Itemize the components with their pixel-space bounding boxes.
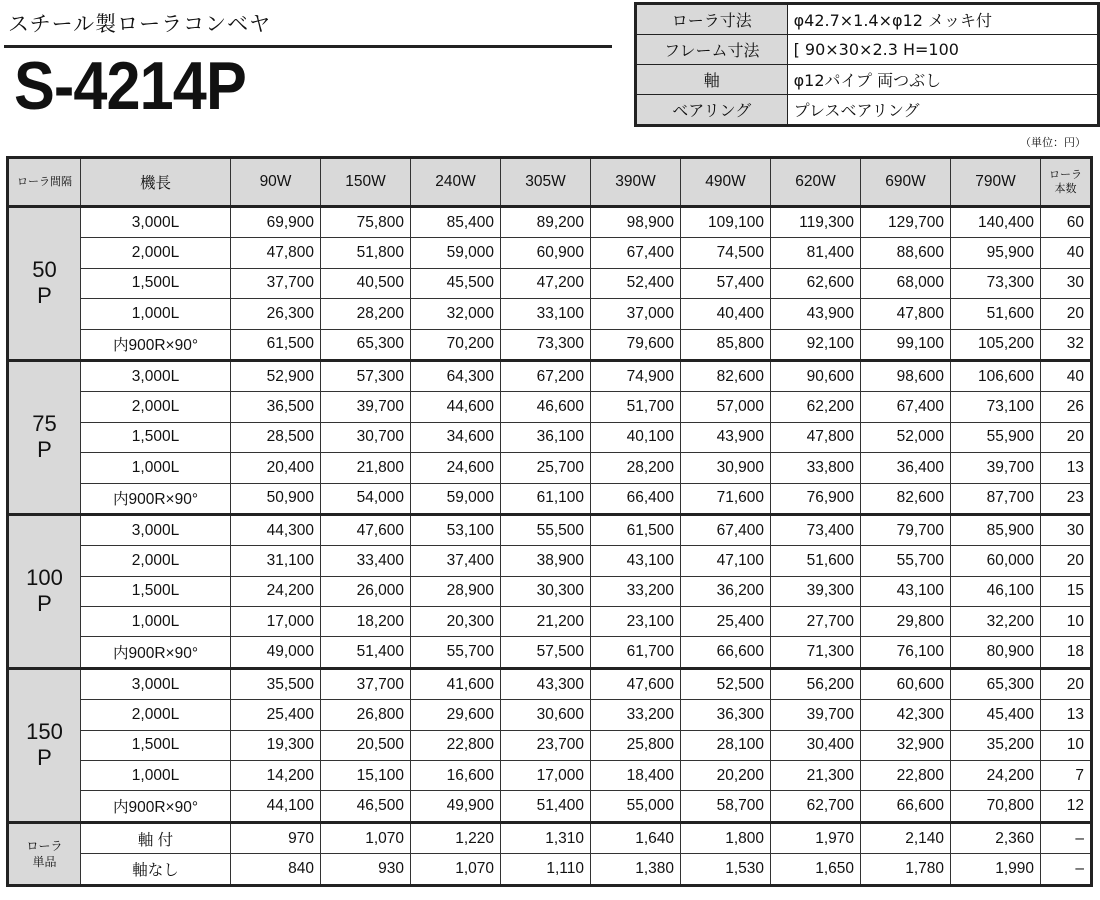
price-cell: 33,400 [321,546,411,576]
price-cell: 90,600 [771,360,861,391]
length-cell: 1,000L [81,299,231,329]
length-cell: 3,000L [81,514,231,545]
price-cell: 55,500 [501,514,591,545]
price-cell: 2,140 [861,822,951,853]
price-cell: 88,600 [861,238,951,268]
price-cell: 30,900 [681,453,771,483]
price-cell: 34,600 [411,422,501,452]
price-cell: 82,600 [861,483,951,514]
price-cell: 51,600 [951,299,1041,329]
price-table [6,156,1093,887]
roller-count-cell: 12 [1041,791,1092,822]
price-cell: 24,200 [231,576,321,606]
roller-count-cell: 40 [1041,360,1092,391]
length-cell: 2,000L [81,546,231,576]
price-cell: 61,500 [231,329,321,360]
table-row [8,576,1092,606]
header-width-620W: 620W [771,158,861,207]
table-row [8,392,1092,422]
price-cell: 32,000 [411,299,501,329]
price-cell: 37,700 [231,268,321,298]
price-cell: 25,700 [501,453,591,483]
unit-note: （単位：円） [1020,136,1086,149]
price-cell: 43,100 [861,576,951,606]
table-row [8,761,1092,791]
length-cell: 1,000L [81,761,231,791]
table-row [8,483,1092,514]
price-cell: 23,100 [591,607,681,637]
table-row [8,546,1092,576]
price-cell: 87,700 [951,483,1041,514]
price-cell: 47,600 [591,668,681,699]
price-cell: 16,600 [411,761,501,791]
price-cell: 28,900 [411,576,501,606]
price-cell: 51,400 [321,637,411,668]
price-cell: 2,360 [951,822,1041,853]
table-row [8,514,1092,545]
price-cell: 69,900 [231,207,321,238]
spec-row [636,65,1099,95]
spec-table [634,2,1100,127]
price-cell: 20,200 [681,761,771,791]
price-cell: 14,200 [231,761,321,791]
price-cell: 36,300 [681,700,771,730]
price-cell: 47,800 [861,299,951,329]
price-cell: 51,700 [591,392,681,422]
header-width-790W: 790W [951,158,1041,207]
price-cell: 47,800 [771,422,861,452]
price-cell: 19,300 [231,730,321,760]
spec-label: ベアリング [636,95,788,126]
pitch-group-label: 150 P [8,668,81,822]
length-cell: 内900R×90° [81,637,231,668]
price-cell: 71,600 [681,483,771,514]
price-cell: 25,800 [591,730,681,760]
price-cell: 70,800 [951,791,1041,822]
price-cell: 75,800 [321,207,411,238]
price-cell: 20,400 [231,453,321,483]
price-cell: 119,300 [771,207,861,238]
price-cell: 35,500 [231,668,321,699]
price-cell: 65,300 [951,668,1041,699]
price-cell: 73,400 [771,514,861,545]
price-cell: 109,100 [681,207,771,238]
price-cell: 43,300 [501,668,591,699]
price-cell: 46,100 [951,576,1041,606]
price-cell: 47,200 [501,268,591,298]
price-cell: 29,800 [861,607,951,637]
length-cell: 1,500L [81,268,231,298]
price-cell: 28,500 [231,422,321,452]
spec-value: プレスベアリング [787,95,1098,126]
price-cell: 67,200 [501,360,591,391]
price-cell: 39,700 [771,700,861,730]
price-cell: 21,300 [771,761,861,791]
spec-value: [ 90×30×2.3 H=100 [787,35,1098,65]
table-row [8,238,1092,268]
roller-count-cell: 26 [1041,392,1092,422]
header-length: 機長 [81,158,231,207]
price-cell: 65,300 [321,329,411,360]
price-cell: 17,000 [501,761,591,791]
length-cell: 2,000L [81,392,231,422]
header-width-390W: 390W [591,158,681,207]
roller-count-cell: – [1041,854,1092,885]
table-row [8,268,1092,298]
price-cell: 36,100 [501,422,591,452]
price-cell: 73,300 [951,268,1041,298]
roller-count-cell: – [1041,822,1092,853]
price-cell: 73,300 [501,329,591,360]
price-cell: 52,400 [591,268,681,298]
price-cell: 60,900 [501,238,591,268]
price-cell: 79,700 [861,514,951,545]
price-cell: 840 [231,854,321,885]
model-number: S-4214P [14,48,246,124]
price-cell: 61,700 [591,637,681,668]
header-width-240W: 240W [411,158,501,207]
price-cell: 51,800 [321,238,411,268]
price-cell: 58,700 [681,791,771,822]
price-cell: 37,700 [321,668,411,699]
price-cell: 1,070 [321,822,411,853]
price-cell: 98,600 [861,360,951,391]
header-width-90W: 90W [231,158,321,207]
header-roller-pitch: ローラ間隔 [8,158,81,207]
price-cell: 18,200 [321,607,411,637]
price-cell: 52,500 [681,668,771,699]
price-cell: 28,200 [591,453,681,483]
price-cell: 36,200 [681,576,771,606]
price-cell: 85,400 [411,207,501,238]
price-cell: 22,800 [411,730,501,760]
price-cell: 1,800 [681,822,771,853]
price-cell: 85,800 [681,329,771,360]
price-cell: 24,200 [951,761,1041,791]
price-cell: 38,900 [501,546,591,576]
price-cell: 45,400 [951,700,1041,730]
roller-count-cell: 30 [1041,514,1092,545]
price-cell: 47,600 [321,514,411,545]
price-cell: 79,600 [591,329,681,360]
price-cell: 28,200 [321,299,411,329]
price-cell: 970 [231,822,321,853]
price-cell: 23,700 [501,730,591,760]
table-row [8,637,1092,668]
price-cell: 67,400 [861,392,951,422]
length-cell: 1,500L [81,730,231,760]
price-cell: 21,200 [501,607,591,637]
price-cell: 33,200 [591,576,681,606]
price-cell: 26,000 [321,576,411,606]
table-row [8,607,1092,637]
roller-count-cell: 23 [1041,483,1092,514]
price-cell: 27,700 [771,607,861,637]
roller-count-cell: 13 [1041,700,1092,730]
price-cell: 99,100 [861,329,951,360]
price-cell: 55,700 [411,637,501,668]
roller-count-cell: 13 [1041,453,1092,483]
price-cell: 15,100 [321,761,411,791]
table-row [8,299,1092,329]
price-cell: 37,400 [411,546,501,576]
price-cell: 32,200 [951,607,1041,637]
roller-count-cell: 60 [1041,207,1092,238]
length-cell: 1,000L [81,453,231,483]
price-cell: 49,900 [411,791,501,822]
price-cell: 51,400 [501,791,591,822]
price-cell: 31,100 [231,546,321,576]
price-cell: 1,780 [861,854,951,885]
price-cell: 1,990 [951,854,1041,885]
roller-count-cell: 30 [1041,268,1092,298]
price-cell: 76,900 [771,483,861,514]
price-cell: 106,600 [951,360,1041,391]
header-roller-count: ローラ本数 [1041,158,1092,207]
price-cell: 43,900 [771,299,861,329]
price-cell: 47,800 [231,238,321,268]
pitch-group-label: 50 P [8,207,81,361]
table-row [8,453,1092,483]
price-cell: 55,700 [861,546,951,576]
length-cell: 軸なし [81,854,231,885]
price-cell: 30,400 [771,730,861,760]
table-row [8,668,1092,699]
table-row [8,207,1092,238]
table-row [8,329,1092,360]
price-cell: 20,500 [321,730,411,760]
price-cell: 26,300 [231,299,321,329]
price-cell: 67,400 [681,514,771,545]
length-cell: 内900R×90° [81,329,231,360]
price-table-header [8,158,1092,207]
price-cell: 64,300 [411,360,501,391]
price-cell: 81,400 [771,238,861,268]
length-cell: 1,500L [81,576,231,606]
price-cell: 1,110 [501,854,591,885]
price-cell: 40,400 [681,299,771,329]
price-cell: 40,100 [591,422,681,452]
length-cell: 2,000L [81,700,231,730]
price-cell: 42,300 [861,700,951,730]
price-cell: 36,400 [861,453,951,483]
roller-count-cell: 20 [1041,422,1092,452]
price-cell: 20,300 [411,607,501,637]
price-cell: 59,000 [411,483,501,514]
price-cell: 60,600 [861,668,951,699]
spec-row [636,35,1099,65]
price-cell: 85,900 [951,514,1041,545]
price-cell: 1,070 [411,854,501,885]
price-cell: 46,500 [321,791,411,822]
roller-count-cell: 10 [1041,730,1092,760]
price-cell: 129,700 [861,207,951,238]
price-cell: 57,300 [321,360,411,391]
price-cell: 74,500 [681,238,771,268]
pitch-group-label: 100 P [8,514,81,668]
header-width-490W: 490W [681,158,771,207]
spec-label: ローラ寸法 [636,4,788,35]
price-cell: 71,300 [771,637,861,668]
price-cell: 49,000 [231,637,321,668]
price-cell: 60,000 [951,546,1041,576]
price-cell: 29,600 [411,700,501,730]
price-cell: 62,700 [771,791,861,822]
price-cell: 24,600 [411,453,501,483]
price-cell: 52,900 [231,360,321,391]
price-cell: 44,100 [231,791,321,822]
price-cell: 76,100 [861,637,951,668]
price-cell: 30,600 [501,700,591,730]
price-cell: 45,500 [411,268,501,298]
price-cell: 70,200 [411,329,501,360]
length-cell: 3,000L [81,360,231,391]
roller-count-cell: 20 [1041,546,1092,576]
price-cell: 66,600 [861,791,951,822]
roller-count-cell: 20 [1041,668,1092,699]
price-cell: 47,100 [681,546,771,576]
price-cell: 68,000 [861,268,951,298]
price-cell: 92,100 [771,329,861,360]
price-cell: 17,000 [231,607,321,637]
price-cell: 61,500 [591,514,681,545]
price-cell: 25,400 [231,700,321,730]
price-cell: 18,400 [591,761,681,791]
price-cell: 36,500 [231,392,321,422]
price-cell: 55,000 [591,791,681,822]
roller-count-cell: 18 [1041,637,1092,668]
price-cell: 1,970 [771,822,861,853]
price-cell: 32,900 [861,730,951,760]
table-row [8,791,1092,822]
length-cell: 3,000L [81,207,231,238]
price-cell: 930 [321,854,411,885]
price-cell: 46,600 [501,392,591,422]
price-cell: 56,200 [771,668,861,699]
price-cell: 140,400 [951,207,1041,238]
spec-row [636,4,1099,35]
roller-count-cell: 32 [1041,329,1092,360]
length-cell: 軸 付 [81,822,231,853]
price-cell: 105,200 [951,329,1041,360]
table-row [8,360,1092,391]
price-cell: 44,600 [411,392,501,422]
price-cell: 26,800 [321,700,411,730]
table-row [8,422,1092,452]
spec-label: 軸 [636,65,788,95]
price-cell: 82,600 [681,360,771,391]
price-cell: 43,900 [681,422,771,452]
price-cell: 33,100 [501,299,591,329]
price-cell: 80,900 [951,637,1041,668]
price-cell: 57,400 [681,268,771,298]
roller-count-cell: 10 [1041,607,1092,637]
price-cell: 1,640 [591,822,681,853]
price-cell: 66,400 [591,483,681,514]
table-row [8,730,1092,760]
price-cell: 30,700 [321,422,411,452]
header-width-690W: 690W [861,158,951,207]
table-row [8,822,1092,853]
header-width-150W: 150W [321,158,411,207]
price-cell: 57,000 [681,392,771,422]
pitch-group-label: ローラ 単品 [8,822,81,885]
length-cell: 内900R×90° [81,791,231,822]
product-category: スチール製ローラコンベヤ [8,12,272,36]
price-cell: 39,700 [951,453,1041,483]
price-cell: 1,530 [681,854,771,885]
price-cell: 55,900 [951,422,1041,452]
pitch-group-label: 75 P [8,360,81,514]
price-cell: 25,400 [681,607,771,637]
price-cell: 39,300 [771,576,861,606]
price-cell: 40,500 [321,268,411,298]
spec-value: φ12パイプ 両つぶし [787,65,1098,95]
price-cell: 21,800 [321,453,411,483]
price-cell: 74,900 [591,360,681,391]
length-cell: 1,000L [81,607,231,637]
price-cell: 62,200 [771,392,861,422]
header-width-305W: 305W [501,158,591,207]
price-cell: 54,000 [321,483,411,514]
spec-value: φ42.7×1.4×φ12 メッキ付 [787,4,1098,35]
price-cell: 50,900 [231,483,321,514]
price-cell: 73,100 [951,392,1041,422]
price-cell: 53,100 [411,514,501,545]
price-cell: 44,300 [231,514,321,545]
price-cell: 22,800 [861,761,951,791]
roller-count-cell: 40 [1041,238,1092,268]
price-cell: 1,380 [591,854,681,885]
length-cell: 内900R×90° [81,483,231,514]
price-cell: 57,500 [501,637,591,668]
length-cell: 2,000L [81,238,231,268]
price-cell: 43,100 [591,546,681,576]
price-cell: 30,300 [501,576,591,606]
length-cell: 3,000L [81,668,231,699]
price-cell: 66,600 [681,637,771,668]
price-cell: 61,100 [501,483,591,514]
price-cell: 51,600 [771,546,861,576]
table-row [8,700,1092,730]
price-cell: 89,200 [501,207,591,238]
roller-count-cell: 20 [1041,299,1092,329]
spec-label: フレーム寸法 [636,35,788,65]
price-cell: 59,000 [411,238,501,268]
price-cell: 1,650 [771,854,861,885]
price-cell: 67,400 [591,238,681,268]
roller-count-cell: 7 [1041,761,1092,791]
price-cell: 28,100 [681,730,771,760]
price-cell: 33,800 [771,453,861,483]
price-cell: 33,200 [591,700,681,730]
roller-count-cell: 15 [1041,576,1092,606]
length-cell: 1,500L [81,422,231,452]
price-cell: 95,900 [951,238,1041,268]
spec-row [636,95,1099,126]
price-cell: 39,700 [321,392,411,422]
price-cell: 37,000 [591,299,681,329]
price-cell: 52,000 [861,422,951,452]
price-cell: 41,600 [411,668,501,699]
price-cell: 1,310 [501,822,591,853]
price-cell: 35,200 [951,730,1041,760]
table-row [8,854,1092,885]
price-cell: 62,600 [771,268,861,298]
price-cell: 98,900 [591,207,681,238]
price-cell: 1,220 [411,822,501,853]
